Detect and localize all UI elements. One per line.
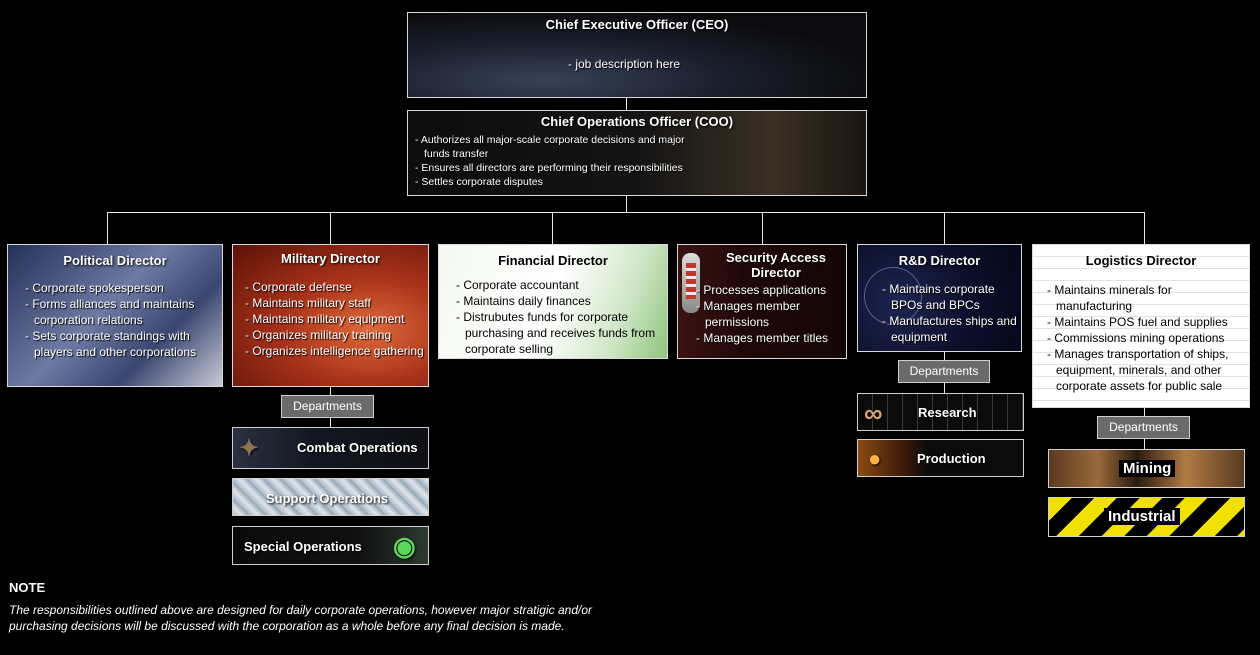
rnd-responsibilities <box>882 281 1018 345</box>
list-item: - Sets corporate standings with players and other corporations <box>25 328 217 360</box>
logistics-responsibilities <box>1047 282 1247 394</box>
list-item: - job description here <box>568 56 680 72</box>
connector-security <box>762 212 763 244</box>
coo-title: Chief Operations Officer (COO) <box>540 114 734 129</box>
list-item: - Forms alliances and maintains corporation relations <box>25 296 217 328</box>
financial-director-title: Financial Director <box>498 253 608 268</box>
list-item: - Authorizes all major-scale corporate decisions and major funds transfer <box>415 133 705 161</box>
support-operations-button[interactable] <box>232 478 429 516</box>
connector-rnd <box>944 212 945 244</box>
list-item: - Corporate spokesperson <box>25 280 217 296</box>
mining-label: Mining <box>1119 460 1175 477</box>
mining-button[interactable] <box>1048 449 1245 488</box>
connector-coo-down <box>626 195 627 213</box>
list-item: - Ensures all directors are performing their responsibilities <box>415 161 705 175</box>
industrial-button[interactable] <box>1048 497 1245 537</box>
connector-horizontal <box>107 212 1145 213</box>
list-item: - Corporate defense <box>245 279 427 295</box>
connector-ceo-coo <box>626 97 627 110</box>
special-operations-label: Special Operations <box>244 539 362 554</box>
support-operations-label: Support Operations <box>266 491 389 506</box>
logistics-director-title: Logistics Director <box>1085 253 1197 268</box>
list-item: - Corporate accountant <box>456 277 661 293</box>
research-label: Research <box>918 405 977 420</box>
industrial-label: Industrial <box>1104 508 1180 525</box>
military-departments-label: Departments <box>281 395 374 418</box>
drone-icon: ◉ <box>393 531 416 561</box>
military-responsibilities <box>245 279 427 359</box>
military-director-title: Military Director <box>281 251 380 266</box>
political-director-box <box>7 244 223 387</box>
connector-military <box>330 212 331 244</box>
security-responsibilities <box>696 282 844 346</box>
security-director-box <box>677 244 847 359</box>
list-item: - Processes applications <box>696 282 844 298</box>
dna-icon: ∞ <box>864 398 883 428</box>
list-item: - Organizes intelligence gathering <box>245 343 427 359</box>
political-director-title: Political Director <box>63 253 167 268</box>
logistics-director-box <box>1032 244 1250 408</box>
ceo-box <box>407 12 867 98</box>
rnd-director-title: R&D Director <box>898 253 981 268</box>
ceo-title: Chief Executive Officer (CEO) <box>545 17 729 32</box>
financial-director-box <box>438 244 668 359</box>
list-item: - Maintains military staff <box>245 295 427 311</box>
list-item: - Commissions mining operations <box>1047 330 1247 346</box>
list-item: - Distrubutes funds for corporate purchasing and receives funds from corporate selling <box>456 309 661 357</box>
ceo-responsibilities <box>568 56 680 72</box>
list-item: - Manages transportation of ships, equipment, minerals, and other corporate assets for public sale <box>1047 346 1247 394</box>
production-label: Production <box>917 451 986 466</box>
connector-financial <box>552 212 553 244</box>
financial-responsibilities <box>456 277 661 357</box>
spaceship-icon: ✦ <box>239 435 260 462</box>
combat-operations-button[interactable] <box>232 427 429 469</box>
list-item: - Manages member titles <box>696 330 844 346</box>
list-item: - Manufactures ships and equipment <box>882 313 1018 345</box>
special-operations-button[interactable] <box>232 526 429 565</box>
research-button[interactable] <box>857 393 1024 431</box>
production-button[interactable] <box>857 439 1024 477</box>
note-text: The responsibilities outlined above are designed for daily corporate operations, however major stratigic and/or purchasing decisions will be discussed with the corporation as a whole before any final decision is made. <box>9 603 592 633</box>
logistics-departments-label: Departments <box>1097 416 1190 439</box>
coo-box <box>407 110 867 196</box>
list-item: - Maintains military equipment <box>245 311 427 327</box>
list-item: - Settles corporate disputes <box>415 175 705 189</box>
note-heading: NOTE <box>9 580 46 595</box>
connector-political <box>107 212 108 244</box>
rnd-departments-label: Departments <box>898 360 990 383</box>
list-item: - Maintains daily finances <box>456 293 661 309</box>
list-item: - Maintains corporate BPOs and BPCs <box>882 281 1018 313</box>
coo-responsibilities <box>415 133 705 189</box>
list-item: - Maintains POS fuel and supplies <box>1047 314 1247 330</box>
list-item: - Maintains minerals for manufacturing <box>1047 282 1247 314</box>
list-item: - Organizes military training <box>245 327 427 343</box>
molten-metal-icon: ● <box>868 446 882 471</box>
connector-logistics <box>1144 212 1145 244</box>
rnd-director-box <box>857 244 1022 352</box>
political-responsibilities <box>25 280 217 360</box>
combat-operations-label: Combat Operations <box>297 440 418 455</box>
security-director-title: Security Access Director <box>726 250 826 280</box>
military-director-box <box>232 244 429 387</box>
list-item: - Manages member permissions <box>696 298 844 330</box>
